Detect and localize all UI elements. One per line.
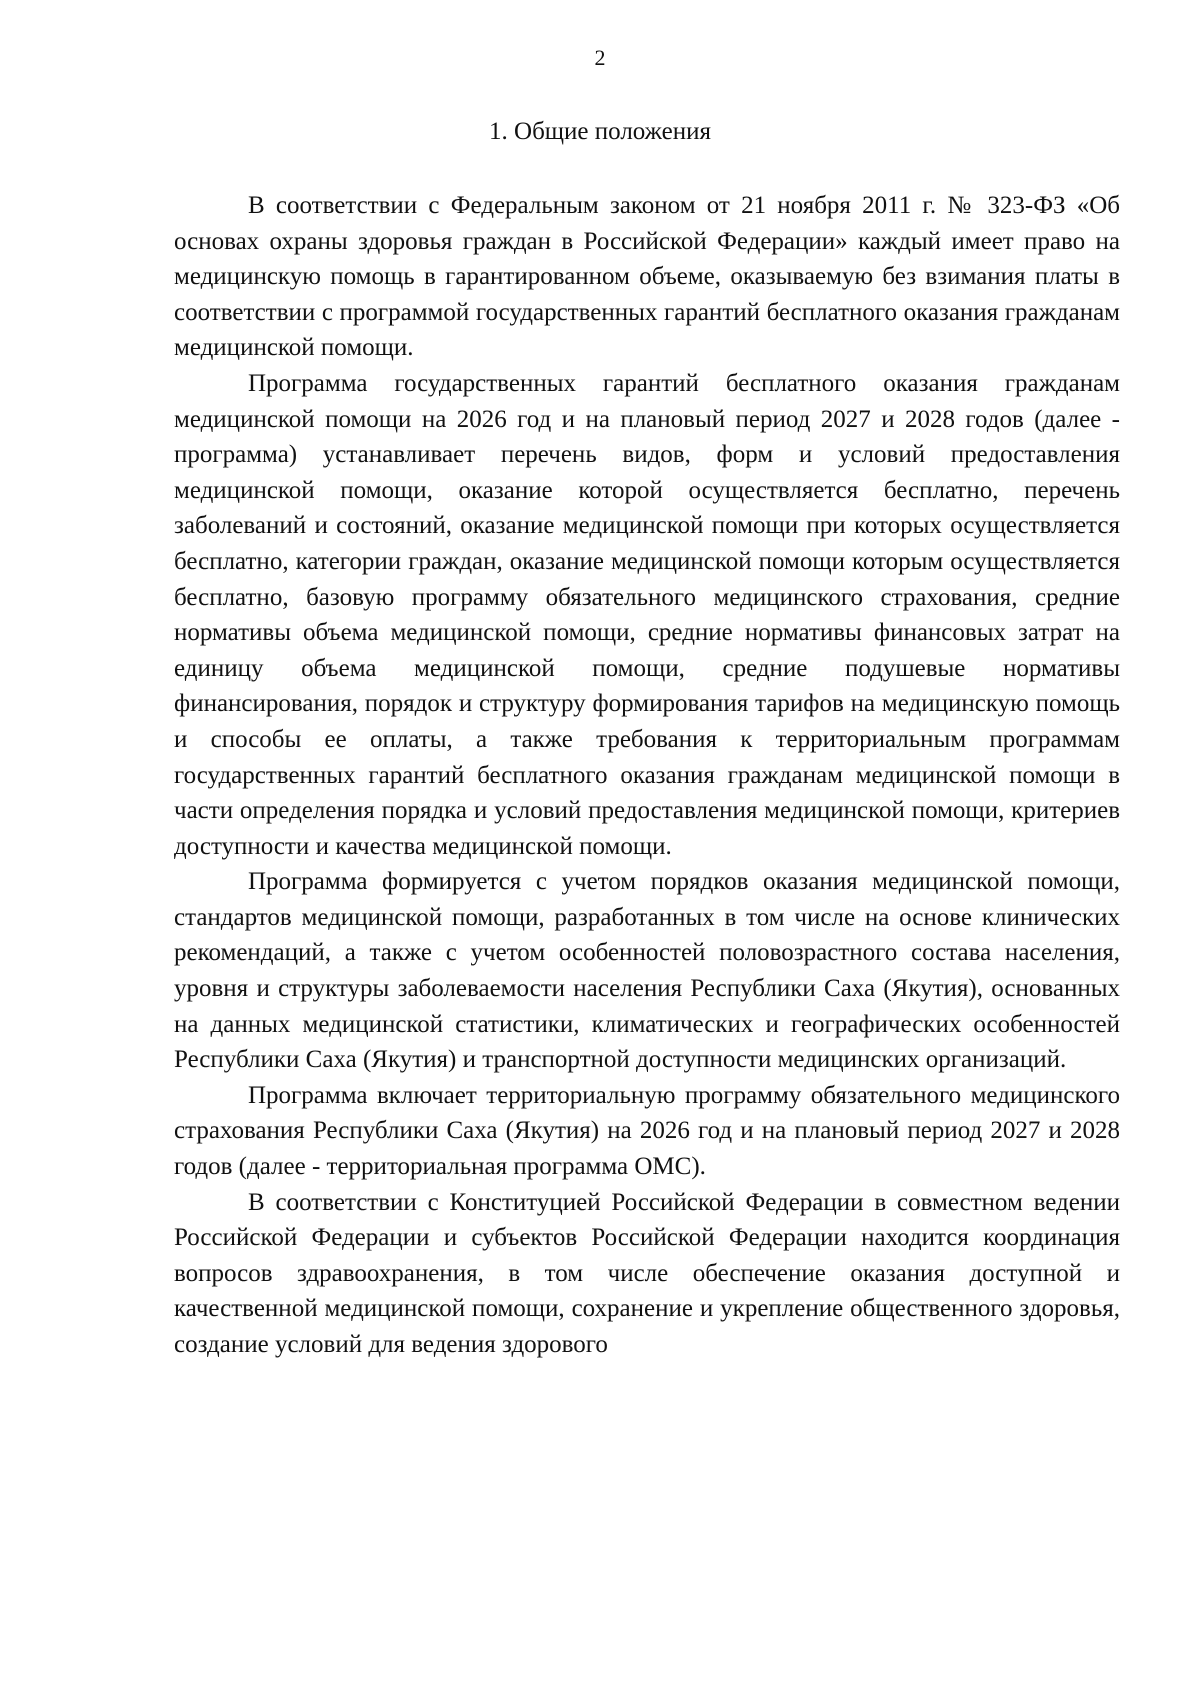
section-title: 1. Общие положения: [489, 118, 711, 145]
page-number: 2: [594, 45, 606, 70]
paragraph-3: Программа формируется с учетом порядков оказания медицинской помощи, стандартов медицинской помощи, разработанных в том числе на основе клинических рекомендаций, а также с учетом особенностей половозрастного состава населения, уровня и структуры заболеваемости населения Республики Саха (Якутия), основанных на данных медицинской статистики, климатических и географических особенностей Республики Саха (Якутия) и транспортной доступности медицинских организаций.: [174, 868, 1120, 1074]
document-body: [174, 188, 1120, 1363]
paragraph-1: В соответствии с Федеральным законом от 21 ноября 2011 г. № 323-ФЗ «Об основах охраны здоровья граждан в Российской Федерации» каждый имеет право на медицинскую помощь в гарантированном объеме, оказываемую без взимания платы в соответствии с программой государственных гарантий бесплатного оказания гражданам медицинской помощи.: [174, 192, 1120, 362]
paragraph-4: Программа включает территориальную программу обязательного медицинского страхования Республики Саха (Якутия) на 2026 год и на плановый период 2027 и 2028 годов (далее - территориальная программа ОМС).: [174, 1081, 1120, 1181]
paragraph-5: В соответствии с Конституцией Российской Федерации в совместном ведении Российской Федерации и субъектов Российской Федерации находится координация вопросов здравоохранения, в том числе обеспечение оказания доступной и качественной медицинской помощи, сохранение и укрепление общественного здоровья, создание условий для ведения здорового: [174, 1188, 1120, 1358]
paragraph-2: Программа государственных гарантий бесплатного оказания гражданам медицинской помощи на 2026 год и на плановый период 2027 и 2028 годов (далее - программа) устанавливает перечень видов, форм и условий предоставления медицинской помощи, оказание которой осуществляется бесплатно, перечень заболеваний и состояний, оказание медицинской помощи при которых осуществляется бесплатно, категории граждан, оказание медицинской помощи которым осуществляется бесплатно, базовую программу обязательного медицинского страхования, средние нормативы объема медицинской помощи, средние нормативы финансовых затрат на единицу объема медицинской помощи, средние подушевые нормативы финансирования, порядок и структуру формирования тарифов на медицинскую помощь и способы ее оплаты, а также требования к территориальным программам государственных гарантий бесплатного оказания гражданам медицинской помощи в части определения порядка и условий предоставления медицинской помощи, критериев доступности и качества медицинской помощи.: [174, 369, 1120, 860]
